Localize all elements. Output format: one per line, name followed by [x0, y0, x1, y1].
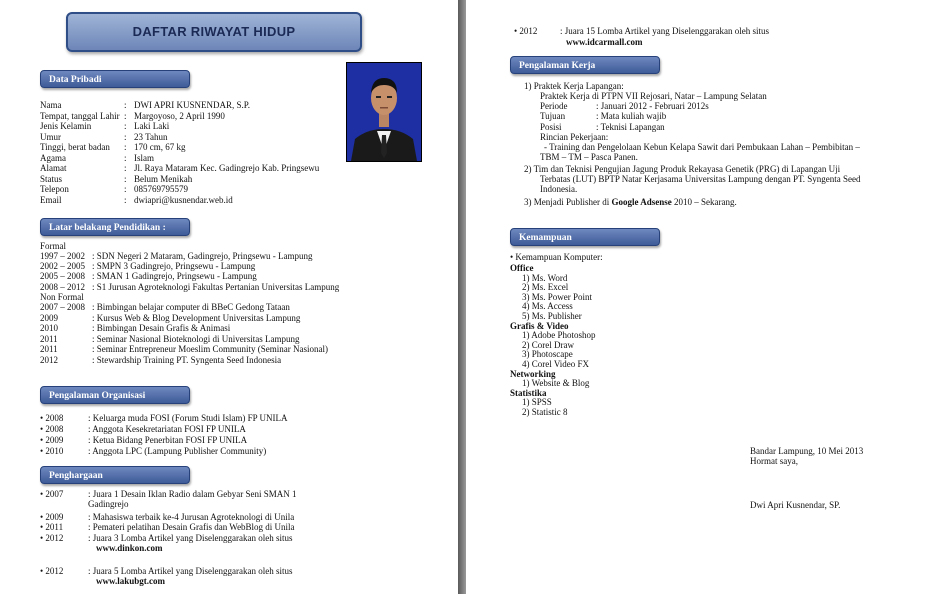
work-item-1-subtitle: Praktek Kerja di PTPN VII Rejosari, Natar – Lampung Selatan	[540, 91, 767, 101]
personal-value: Margoyoso, 2 April 1990	[134, 110, 225, 121]
skill-item: 1) Website & Blog	[522, 378, 590, 389]
section-header-organisasi: Pengalaman Organisasi	[40, 386, 190, 404]
personal-label: Jenis Kelamin	[40, 121, 92, 131]
work-detail-value: : Teknisi Lapangan	[596, 121, 665, 132]
section-header-penghargaan: Penghargaan	[40, 466, 190, 484]
education-entry: : SMAN 1 Gadingrejo, Pringsewu - Lampung	[92, 271, 257, 282]
work-item-3-pre: 3) Menjadi Publisher di	[524, 197, 612, 207]
work-item-2-line-1: 2) Tim dan Teknisi Pengujian Jagung Produk Rekayasa Genetik (PRG) di Lapangan Uji	[524, 164, 841, 174]
personal-value: Belum Menikah	[134, 173, 193, 184]
section-header-pengalaman-kerja: Pengalaman Kerja	[510, 56, 660, 74]
work-item-1-title: 1) Praktek Kerja Lapangan:	[524, 81, 624, 91]
page-left	[0, 0, 458, 594]
award-url: www.dinkon.com	[96, 543, 163, 553]
education-entry: : Bimbingan Desain Grafis & Animasi	[92, 323, 231, 333]
skill-group-name: Statistika	[510, 387, 547, 398]
work-detail-value: : Mata kuliah wajib	[596, 111, 667, 122]
document-title: DAFTAR RIWAYAT HIDUP	[66, 12, 362, 52]
organization-year: • 2009	[40, 435, 64, 445]
work-detail-key: Tujuan	[540, 111, 566, 122]
skill-group-name: Grafis & Video	[510, 320, 569, 331]
organization-entry: : Anggota LPC (Lampung Publisher Community)	[88, 446, 267, 456]
personal-colon: :	[124, 121, 127, 131]
skill-group-name: Networking	[510, 368, 556, 379]
award-entry: Gadingrejo	[88, 499, 129, 509]
award-year: • 2009	[40, 512, 64, 522]
award-url: www.lakubgt.com	[96, 576, 166, 586]
work-item-1-detail-line-2: TBM – TM – Pasca Panen.	[540, 152, 638, 162]
education-entry: : Seminar Entrepreneur Moeslim Community (Seminar Nasional)	[92, 344, 328, 354]
award-year: • 2012	[40, 533, 64, 543]
education-year: 2008 – 2012	[40, 281, 85, 292]
education-entry: : Seminar Nasional Bioteknologi di Universitas Lampung	[92, 333, 300, 344]
personal-value: 170 cm, 67 kg	[134, 142, 186, 152]
award-entry: : Juara 3 Lomba Artikel yang Diselenggarakan oleh situs	[88, 533, 293, 543]
work-detail-key: Posisi	[540, 121, 562, 132]
personal-value: Islam	[134, 152, 154, 163]
education-year: 2011	[40, 344, 58, 354]
work-item-2-line-2: Terbatas (LUT) BPTP Natar Kerjasama Universitas Lampung dengan PT. Syngenta Seed	[540, 174, 861, 184]
personal-label: Email	[40, 194, 62, 205]
personal-value: 23 Tahun	[134, 131, 168, 142]
award-year: • 2012	[514, 26, 538, 36]
work-item-3	[524, 197, 737, 207]
skill-item: 3) Photoscape	[522, 349, 573, 360]
personal-label: Status	[40, 173, 63, 184]
closing-greeting: Hormat saya,	[750, 456, 798, 466]
education-year: 2012	[40, 354, 58, 365]
page-gap	[458, 0, 466, 594]
organization-year: • 2008	[40, 424, 64, 434]
education-year: 2011	[40, 333, 58, 344]
personal-value: Jl. Raya Mataram Kec. Gadingrejo Kab. Pringsewu	[134, 163, 320, 173]
closing-place-date: Bandar Lampung, 10 Mei 2013	[750, 446, 864, 456]
personal-value: Laki Laki	[134, 121, 170, 131]
work-detail-key: Periode	[540, 101, 568, 111]
education-year: 2005 – 2008	[40, 271, 85, 282]
skill-item: 1) Adobe Photoshop	[522, 330, 596, 341]
education-entry: : S1 Jurusan Agroteknologi Fakultas Pertanian Universitas Lampung	[92, 281, 340, 292]
personal-colon: :	[124, 163, 127, 173]
personal-colon: :	[124, 142, 127, 152]
skill-item: 1) SPSS	[522, 397, 552, 408]
award-year: • 2007	[40, 489, 64, 499]
work-item-1-detail-line-1: - Training dan Pengelolaan Kebun Kelapa Sawit dari Pembukaan Lahan – Pembibitan –	[544, 142, 860, 152]
education-entry: : Stewardship Training PT. Syngenta Seed Indonesia	[92, 354, 282, 365]
skills-intro: • Kemampuan Komputer:	[510, 252, 603, 262]
award-url: www.idcarmall.com	[566, 37, 643, 47]
work-item-2-line-3: Indonesia.	[540, 184, 578, 194]
personal-colon: :	[124, 173, 127, 184]
personal-colon: :	[124, 194, 127, 205]
organization-entry: : Keluarga muda FOSI (Forum Studi Islam) FP UNILA	[88, 413, 288, 423]
personal-label: Tinggi, berat badan	[40, 142, 110, 152]
personal-colon: :	[124, 100, 127, 110]
award-entry: : Pemateri pelatihan Desain Grafis dan WebBlog di Unila	[88, 522, 295, 532]
skill-item: 2) Corel Draw	[522, 339, 574, 350]
section-header-kemampuan: Kemampuan	[510, 228, 660, 246]
award-entry: : Mahasiswa terbaik ke-4 Jurusan Agroteknologi di Unila	[88, 512, 295, 522]
education-entry: : Kursus Web & Blog Development Universitas Lampung	[92, 312, 301, 323]
award-year: • 2012	[40, 566, 64, 576]
personal-label: Telepon	[40, 184, 69, 194]
work-detail-value: : Januari 2012 - Februari 2012s	[596, 101, 709, 111]
award-entry: : Juara 15 Lomba Artikel yang Diselenggarakan oleh situs	[560, 26, 769, 36]
section-header-pendidikan: Latar belakang Pendidikan :	[40, 218, 190, 236]
work-item-3-post: 2010 – Sekarang.	[671, 197, 737, 207]
skill-item: 2) Statistic 8	[522, 407, 568, 417]
education-entry: : Bimbingan belajar computer di BBeC Gedong Tataan	[92, 302, 290, 312]
award-year: • 2011	[40, 522, 64, 532]
personal-label: Agama	[40, 152, 66, 163]
education-year: 2010	[40, 323, 58, 333]
personal-value: 085769795579	[134, 184, 188, 194]
personal-colon: :	[124, 110, 127, 121]
personal-label: Nama	[40, 100, 62, 110]
skill-item: 3) Ms. Power Point	[522, 291, 593, 302]
profile-photo	[346, 62, 422, 162]
work-item-3-bold: Google Adsense	[611, 197, 672, 207]
skill-item: 2) Ms. Excel	[522, 282, 569, 293]
education-year: 2007 – 2008	[40, 302, 85, 312]
skill-item: 4) Ms. Access	[522, 301, 573, 312]
personal-colon: :	[124, 184, 127, 194]
skill-group-name: Office	[510, 263, 534, 273]
personal-label: Tempat, tanggal Lahir	[40, 110, 120, 121]
award-entry: : Juara 5 Lomba Artikel yang Diselenggarakan oleh situs	[88, 566, 293, 576]
personal-value: DWI APRI KUSNENDAR, S.P.	[134, 100, 251, 110]
organization-year: • 2010	[40, 446, 64, 456]
education-year: 1997 – 2002	[40, 251, 85, 261]
organization-year: • 2008	[40, 413, 64, 423]
education-entry: : SDN Negeri 2 Mataram, Gadingrejo, Pringsewu - Lampung	[92, 251, 313, 261]
personal-label: Alamat	[40, 163, 67, 173]
skill-item: 1) Ms. Word	[522, 272, 568, 283]
education-entry: : SMPN 3 Gadingrejo, Pringsewu - Lampung	[92, 261, 256, 272]
education-year: 2009	[40, 312, 58, 323]
organization-entry: : Ketua Bidang Penerbitan FOSI FP UNILA	[88, 435, 248, 445]
education-formal-label: Formal	[40, 241, 66, 251]
award-entry: : Juara 1 Desain Iklan Radio dalam Gebyar Seni SMAN 1	[88, 489, 297, 499]
skill-item: 4) Corel Video FX	[522, 359, 590, 369]
personal-colon: :	[124, 152, 127, 163]
page-right	[466, 0, 930, 594]
education-year: 2002 – 2005	[40, 261, 85, 272]
personal-value: dwiapri@kusnendar.web.id	[134, 194, 233, 205]
section-header-data-pribadi: Data Pribadi	[40, 70, 190, 88]
organization-entry: : Anggota Kesekretariatan FOSI FP UNILA	[88, 424, 246, 434]
education-nonformal-label: Non Formal	[40, 292, 84, 302]
work-item-1-rincian: Rincian Pekerjaan:	[540, 132, 609, 142]
skill-item: 5) Ms. Publisher	[522, 311, 582, 321]
personal-label: Umur	[40, 131, 61, 142]
personal-colon: :	[124, 131, 127, 142]
closing-name: Dwi Apri Kusnendar, SP.	[750, 500, 841, 510]
